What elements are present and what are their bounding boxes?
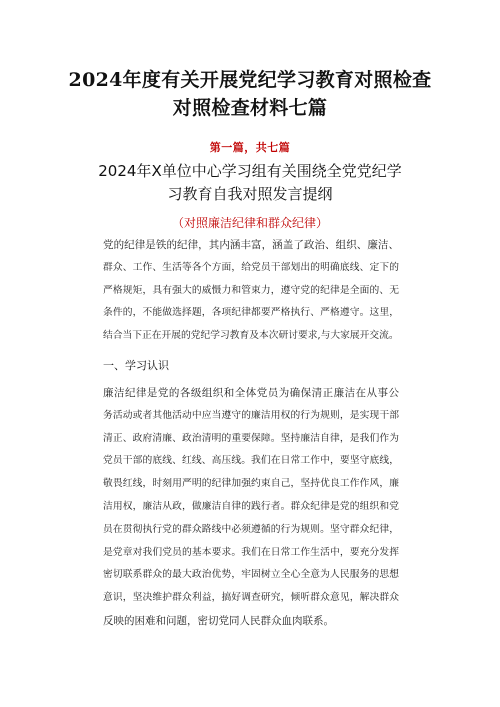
section-1-paragraph — [103, 382, 399, 633]
section-1-line: 反映的困难和问题，密切党同人民群众血肉联系。 — [103, 614, 334, 627]
section-1-line: 廉洁纪律是党的各级组织和全体党员为确保清正廉洁在从事公 — [103, 387, 399, 399]
document-title-line-1: 2024年度有关开展党纪学习教育对照检查 — [68, 69, 432, 91]
section-1-line: 密切联系群众的最大政治优势，牢固树立全心全意为人民服务的思想 — [103, 569, 399, 581]
article-title-line-2: 习教育自我对照发言提纲 — [167, 185, 333, 203]
section-heading: 一、学习认识 — [103, 359, 169, 372]
document-title — [40, 66, 460, 122]
section-1-line: 清正、政府清廉、政治清明的重要保障。坚持廉洁自律，是我们作为 — [103, 432, 399, 444]
intro-line: 群众、工作、生活等各个方面，给党员干部划出的明确底线、定下的 — [103, 261, 399, 273]
intro-line: 结合当下正在开展的党纪学习教育及本次研讨要求,与大家展开交流。 — [103, 330, 399, 342]
part-label: 第一篇，共七篇 — [209, 141, 291, 154]
section-1-line: 敬畏红线，时刻用严明的纪律加强约束自己，坚持优良工作作风，廉 — [103, 478, 399, 490]
document-title-line-2: 对照检查材料七篇 — [172, 97, 328, 119]
article-title — [40, 160, 460, 206]
intro-paragraph — [103, 234, 399, 348]
section-1-line: 员在贯彻执行党的群众路线中必须遵循的行为规则。坚守群众纪律， — [103, 523, 399, 535]
section-1-line: 是党章对我们党员的基本要求。我们在日常工作生活中，要充分发挥 — [103, 546, 399, 558]
section-1-line: 洁用权，廉洁从政，做廉洁自律的践行者。群众纪律是党的组织和党 — [103, 500, 399, 512]
article-title-line-1: 2024年X单位中心学习组有关围绕全党党纪学 — [98, 162, 402, 180]
intro-line: 条件的，不能做选择题，各项纪律都要严格执行、严格遵守。这里， — [103, 307, 399, 319]
intro-line: 严格规矩，具有强大的威慑力和管束力，遵守党的纪律是全面的、无 — [103, 284, 399, 296]
article-subtitle-note: （对照廉洁纪律和群众纪律） — [171, 216, 328, 230]
section-1-line: 党员干部的底线、红线、高压线。我们在日常工作中，要坚守底线， — [103, 455, 399, 467]
intro-line: 党的纪律是铁的纪律，其内涵丰富，涵盖了政治、组织、廉洁、 — [103, 239, 399, 251]
section-1-line: 意识，坚决维护群众利益，搞好调查研究，倾听群众意见，解决群众 — [103, 592, 399, 604]
section-1-line: 务活动或者其他活动中应当遵守的廉洁用权的行为规则，是实现干部 — [103, 409, 399, 421]
